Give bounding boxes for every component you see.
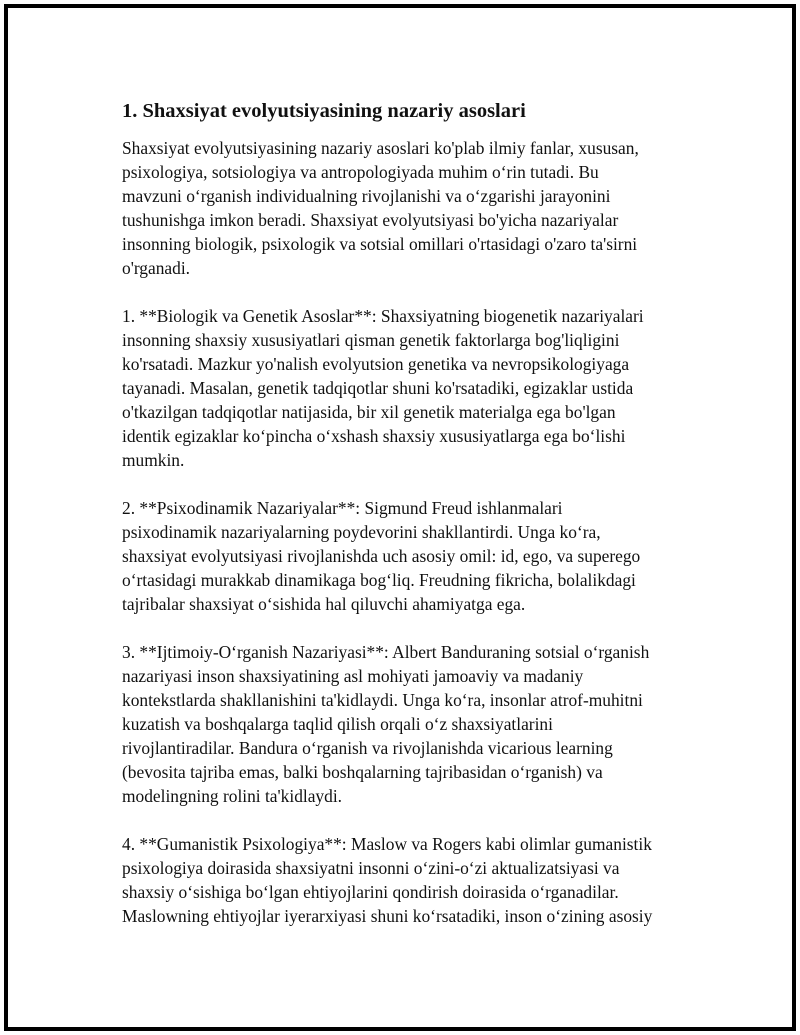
- text-line: tajribalar shaxsiyat o‘sishida hal qiluvchi ahamiyatga ega.: [122, 594, 526, 614]
- text-line: 2. **Psixodinamik Nazariyalar**: Sigmund Freud ishlanmalari: [122, 498, 563, 518]
- text-line: rivojlantiradilar. Bandura o‘rganish va rivojlanishda vicarious learning: [122, 738, 613, 758]
- text-line: kontekstlarda shakllanishini ta'kidlaydi. Unga ko‘ra, insonlar atrof-muhitni: [122, 690, 643, 710]
- text-line: (bevosita tajriba emas, balki boshqalarning tajribasidan o‘rganish) va: [122, 762, 603, 782]
- text-line: 1. **Biologik va Genetik Asoslar**: Shaxsiyatning biogenetik nazariyalari: [122, 306, 644, 326]
- paragraph-psixodinamik: [122, 496, 702, 616]
- text-line: kuzatish va boshqalarga taqlid qilish orqali o‘z shaxsiyatlarini: [122, 714, 553, 734]
- text-line: shaxsiyat evolyutsiyasi rivojlanishda uch asosiy omil: id, ego, va superego: [122, 546, 641, 566]
- text-line: modelingning rolini ta'kidlaydi.: [122, 786, 343, 806]
- text-line: tayanadi. Masalan, genetik tadqiqotlar shuni ko'rsatadiki, egizaklar ustida: [122, 378, 634, 398]
- text-line: insonning biologik, psixologik va sotsial omillari o'rtasidagi o'zaro ta'sirni: [122, 234, 638, 254]
- text-line: psixodinamik nazariyalarning poydevorini shakllantirdi. Unga ko‘ra,: [122, 522, 601, 542]
- paragraph-intro: [122, 136, 702, 280]
- text-line: shaxsiy o‘sishiga bo‘lgan ehtiyojlarini qondirish doirasida o‘rganadilar.: [122, 882, 619, 902]
- paragraph-gumanistik: [122, 832, 702, 928]
- text-line: nazariyasi inson shaxsiyatining asl mohiyati jamoaviy va madaniy: [122, 666, 584, 686]
- text-line: 3. **Ijtimoiy-O‘rganish Nazariyasi**: Albert Banduraning sotsial o‘rganish: [122, 642, 650, 662]
- text-line: psixologiya doirasida shaxsiyatni insonni o‘zini-o‘zi aktualizatsiyasi va: [122, 858, 620, 878]
- text-line: o'rganadi.: [122, 258, 191, 278]
- text-line: psixologiya, sotsiologiya va antropologiyada muhim o‘rin tutadi. Bu: [122, 162, 599, 182]
- text-line: mavzuni o‘rganish individualning rivojlanishi va o‘zgarishi jarayonini: [122, 186, 611, 206]
- text-line: Maslowning ehtiyojlar iyerarxiyasi shuni ko‘rsatadiki, inson o‘zining asosiy: [122, 906, 653, 926]
- text-line: mumkin.: [122, 450, 185, 470]
- document-title: 1. Shaxsiyat evolyutsiyasining nazariy asoslari: [122, 100, 526, 122]
- paragraph-biologik: [122, 304, 702, 472]
- text-line: tushunishga imkon beradi. Shaxsiyat evolyutsiyasi bo'yicha nazariyalar: [122, 210, 619, 230]
- document-body: [122, 96, 702, 952]
- text-line: o‘rtasidagi murakkab dinamikaga bog‘liq. Freudning fikricha, bolalikdagi: [122, 570, 636, 590]
- text-line: identik egizaklar ko‘pincha o‘xshash shaxsiy xususiyatlarga ega bo‘lishi: [122, 426, 626, 446]
- text-line: ko'rsatadi. Mazkur yo'nalish evolyutsion genetika va nevropsikologiyaga: [122, 354, 630, 374]
- text-line: o'tkazilgan tadqiqotlar natijasida, bir xil genetik materialga ega bo'lgan: [122, 402, 616, 422]
- page-frame: [4, 4, 796, 1031]
- text-line: insonning shaxsiy xususiyatlari qisman genetik faktorlarga bog'liqligini: [122, 330, 620, 350]
- text-line: Shaxsiyat evolyutsiyasining nazariy asoslari ko'plab ilmiy fanlar, xususan,: [122, 138, 639, 158]
- paragraph-ijtimoiy: [122, 640, 702, 808]
- text-line: 4. **Gumanistik Psixologiya**: Maslow va Rogers kabi olimlar gumanistik: [122, 834, 652, 854]
